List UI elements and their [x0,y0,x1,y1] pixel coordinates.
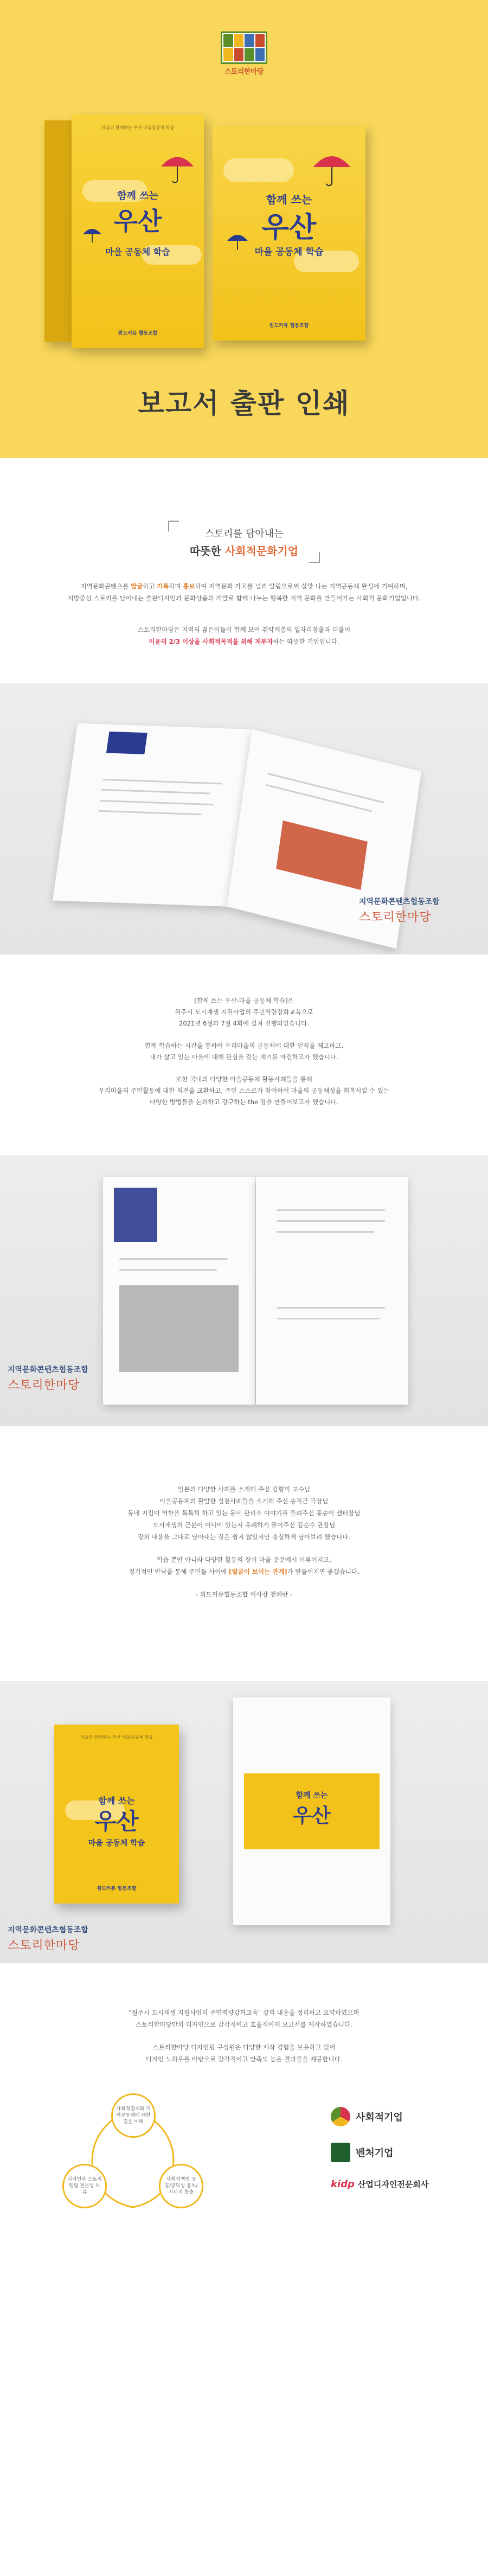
section3-text: 일본의 다양한 사례를 소개해 주신 김형미 교수님 마을공동체의 활발한 실천사례들을 소개해 주신 송직근 국장님 동네 지킴이 역할을 톡톡히 하고 있는 동네 관리소 이야기를 들려주신 홍송이 센터장님 도시재생의 근본이 어디에 있는지 유쾌하게 풀어주신 김순수 관장님 강의 내용을 그대로 담아내는 것은 쉽지 않았지만 충실하게 담아보려 했습니다. 학습 뿐만 아니라 다양한 활동의 장이 마을 곳곳에서 이루어지고, 정기적인 만남을 통해 주민들 사이에 [얼굴이 보이는 관계]가 만들어지면 좋겠습니다. - 위드커뮤협동조합 이사장 천혜란 - [127,1485,361,1598]
book-top-line: 마을과 함께하는 우산 마을공동체 학습 [101,125,174,130]
blue-umbrella-icon [81,223,103,245]
book-title-main: 우산 [261,212,317,244]
social-enterprise-icon [331,2107,350,2126]
photo-watermark: 지역문화콘텐츠협동조합 스토리한마당 [359,898,440,924]
book-cover-left [72,115,204,348]
kidp-icon: kidp [331,2178,355,2190]
section4-text: "원주시 도시재생 지원사업의 주민역량강화교육" 강의 내용을 정리하고 요약하였으며 스토리한마당만의 디자인으로 감각적이고 효율적이게 보고서를 제작하였습니다. 스토리한마당 디자인팀 구성원은 다양한 제작 경험을 보유하고 있어 디자인 노하우를 바탕으로 감각적이고 만족도 높은 결과물을 제공합니다. [129,2009,359,2063]
book-publisher: 원도커뮤 협동조합 [118,331,158,336]
photo-open-book-1 [0,683,488,954]
book-title-top: 함께 쓰는 [117,190,158,202]
page-title: 보고서 출판 인쇄 [138,388,350,419]
diagram-node-top: 사회적경제와 지역공동체에 대한 깊은 이해 [111,2093,156,2138]
venture-icon [331,2143,350,2162]
book-cover-right [213,126,365,341]
intro-paragraph-1: 지역문화콘텐츠를 발굴하고 기록하며 홍보하여 지역문화 가치를 널리 알림으로써 살맛 나는 지역공동체 완성에 기여하며, 지방중심 스토리를 담아내는 출판디자인과 문화상품의 개발로 함께 나누는 행복한 지역 문화를 만들어가는 사회적 문화기업입니다. [67,582,421,602]
kidp-logo: kidp 산업디자인전문회사 [331,2178,429,2190]
photo-book-covers [0,1681,488,1963]
company-logo [221,31,267,74]
book-cover-front: 마을과 함께하는 우산 마을공동체 학습 함께 쓰는 우산 마을 공동체 학습 원도커뮤 협동조합 [54,1725,179,1904]
certification-logos [331,2107,461,2206]
tagline-line2: 따뜻한 사회적문화기업 [189,544,299,558]
logo-caption: 스토리한마당 [224,68,264,76]
red-umbrella-icon [310,145,354,189]
diagram-node-right: 사회적책임 공공/공익성 홍보/시너지 창출 [159,2164,203,2208]
photo-watermark: 지역문화콘텐츠협동조합 스토리한마당 [8,1926,88,1952]
tagline-line1: 스토리를 담아내는 [204,528,284,540]
book-inner-page: 함께 쓰는 우산 [233,1697,390,1925]
red-umbrella-icon [158,148,196,185]
photo-watermark: 지역문화콘텐츠협동조합 스토리한마당 [8,1366,88,1392]
logo-mark-icon [221,31,267,64]
book-subtitle: 마을 공동체 학습 [254,247,324,258]
open-book-image [103,1177,407,1410]
photo-open-book-2 [0,1155,488,1426]
book-spine [44,120,72,342]
strengths-diagram [62,2093,203,2218]
book-subtitle: 마을 공동체 학습 [105,247,170,257]
section2-text: [함께 쓰는 우산-마을 공동체 학습]은 원주시 도시재생 지원사업의 주민역량강화교육으로 2021년 6월과 7월 4회에 걸쳐 진행되었습니다. 함께 학습하는 시간을 통하여 우리마을의 공동체에 대한 인식을 제고하고, 내가 살고 있는 마을에 대해 관심을 갖는 계기를 마련하고자 했습니다. 또한 국내외 다양한 마을공동체 활동사례들을 통해 우리마을의 주민활동에 대한 의견을 교환하고, 주민 스스로가 참여하여 마을의 공동체성을 회복시킬 수 있는 다양한 방법들을 논의하고 강구하는 the 장을 만들어보고자 했습니다. [98,997,390,1106]
book-title-top: 함께 쓰는 [266,193,312,206]
book-publisher: 원도커뮤 협동조합 [269,323,309,329]
book-title-main: 우산 [113,207,162,236]
hero-banner [0,0,488,458]
diagram-node-left: 디자인과 스토리텔링 전문성 보유 [62,2164,107,2208]
tagline [168,521,320,563]
intro-paragraph-2: 스토리한마당은 지역의 젊은이들이 함께 모여 취약계층의 일자리창출과 더불어 이윤의 2/3 이상을 사회적목적을 위해 재투자하는 따뜻한 기업입니다. [137,626,351,645]
social-enterprise-logo: 사회적기업 [331,2107,461,2126]
venture-logo: 벤처기업 [331,2143,461,2162]
